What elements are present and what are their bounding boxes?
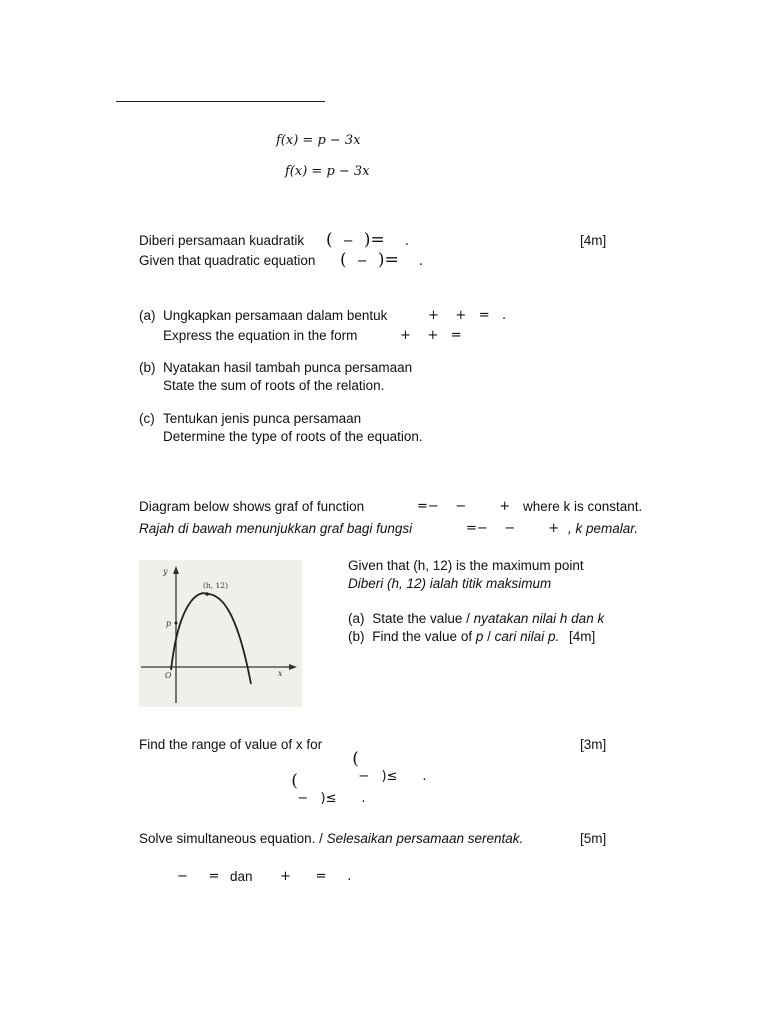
ineq-text: − )≤ . [297,791,366,806]
formula-line-1 [276,133,361,148]
eq-minus: − [356,254,368,269]
y-axis-label: y [163,567,168,576]
q1-stem-en-text: Given that quadratic equation [139,253,316,268]
q1-part-c-en: Determine the type of roots of the equation. [163,429,423,444]
max-point-dot [205,592,209,596]
q1-part-c-label: (c) [139,411,155,426]
q2-stem-en-tail: where k is constant. [523,499,643,514]
q2-part-a-ms: nyatakan nilai h dan k [473,611,605,626]
x-axis-label: x [278,669,283,678]
formula-line-2 [285,164,370,179]
q2-marks: [4m] [568,629,596,644]
q1-stem-en [139,253,315,268]
q1-part-b-en: State the sum of roots of the relation. [163,378,385,393]
p-intercept-dot [175,622,178,625]
q4-dan: dan [230,869,253,884]
q2-part-b-label: (b) [348,629,365,644]
q1-eq-en [340,250,423,270]
q2-stem-en: Diagram below shows graf of function [139,499,365,514]
parabola-graph [139,560,302,707]
q4-stem [139,831,523,846]
q3-stem: Find the range of value of x for [139,737,323,752]
q1-marks: [4m] [580,233,607,248]
q3-inequality-2 [283,756,365,806]
q2-part-b-p: p [475,629,484,644]
max-point-label: (h, 12) [203,581,228,590]
q1-eq-ms [326,230,409,250]
formula-text: f(x) = p − 3x [285,164,370,179]
q2-part-b-en: Find the value of [372,629,473,644]
q1-part-a-en-form: + + = [400,328,462,343]
q1-part-c-ms: Tentukan jenis punca persamaan [163,411,362,426]
q1-part-b-ms: Nyatakan hasil tambah punca persamaan [163,360,413,375]
eq-open-paren: ( [326,230,333,250]
q4-marks: [5m] [580,831,607,846]
q1-stem-ms [139,233,304,248]
q2-stem-en-glyphs: =− − + [417,499,511,514]
q2-part-b-ms: cari nilai p. [494,629,560,644]
q2-part-a-en: State the value / [372,611,470,626]
q2-part-a-label: (a) [348,611,365,626]
p-label: p [166,619,172,628]
q2-stem-ms-tail: , k pemalar. [568,521,639,536]
q1-part-a-label: (a) [139,308,156,323]
q1-part-a-ms-form: + + = . [428,308,507,323]
q2-given-ms: Diberi (h, 12) ialah titik maksimum [348,576,552,591]
q2-given-en: Given that (h, 12) is the maximum point [348,558,584,573]
q4-equation-1: − = [177,869,220,884]
q2-stem-ms-glyphs: =− − + [466,521,560,536]
q4-stem-ms: Selesaikan persamaan serentak. [326,831,524,846]
eq-open-paren: ( [340,250,347,270]
q1-part-a-en: Express the equation in the form [163,328,358,343]
q2-part-a [348,611,604,626]
origin-label: O [165,671,172,680]
title-underline [116,101,325,102]
eq-dot: . [404,234,409,249]
q4-stem-en: Solve simultaneous equation. / [139,831,323,846]
q1-part-b-label: (b) [139,360,156,375]
q1-part-a-ms: Ungkapkan persamaan dalam bentuk [163,308,388,323]
eq-dot: . [418,254,423,269]
eq-close-equals: )= [363,230,385,250]
ineq-text: − )≤ . [358,769,427,784]
eq-close-equals: )= [377,250,399,270]
eq-minus: − [342,234,354,249]
q3-marks: [3m] [580,737,607,752]
ineq-open-paren: ( [291,771,298,791]
formula-text: f(x) = p − 3x [276,133,361,148]
q2-part-b-sep: / [487,629,491,644]
q2-stem-ms: Rajah di bawah menunjukkan graf bagi fungsi [139,521,413,536]
q4-equation-2: + = . [280,869,352,884]
q1-stem-ms-text: Diberi persamaan kuadratik [139,233,305,248]
ineq-open-paren: ( [352,749,359,769]
q2-part-b [348,629,595,644]
